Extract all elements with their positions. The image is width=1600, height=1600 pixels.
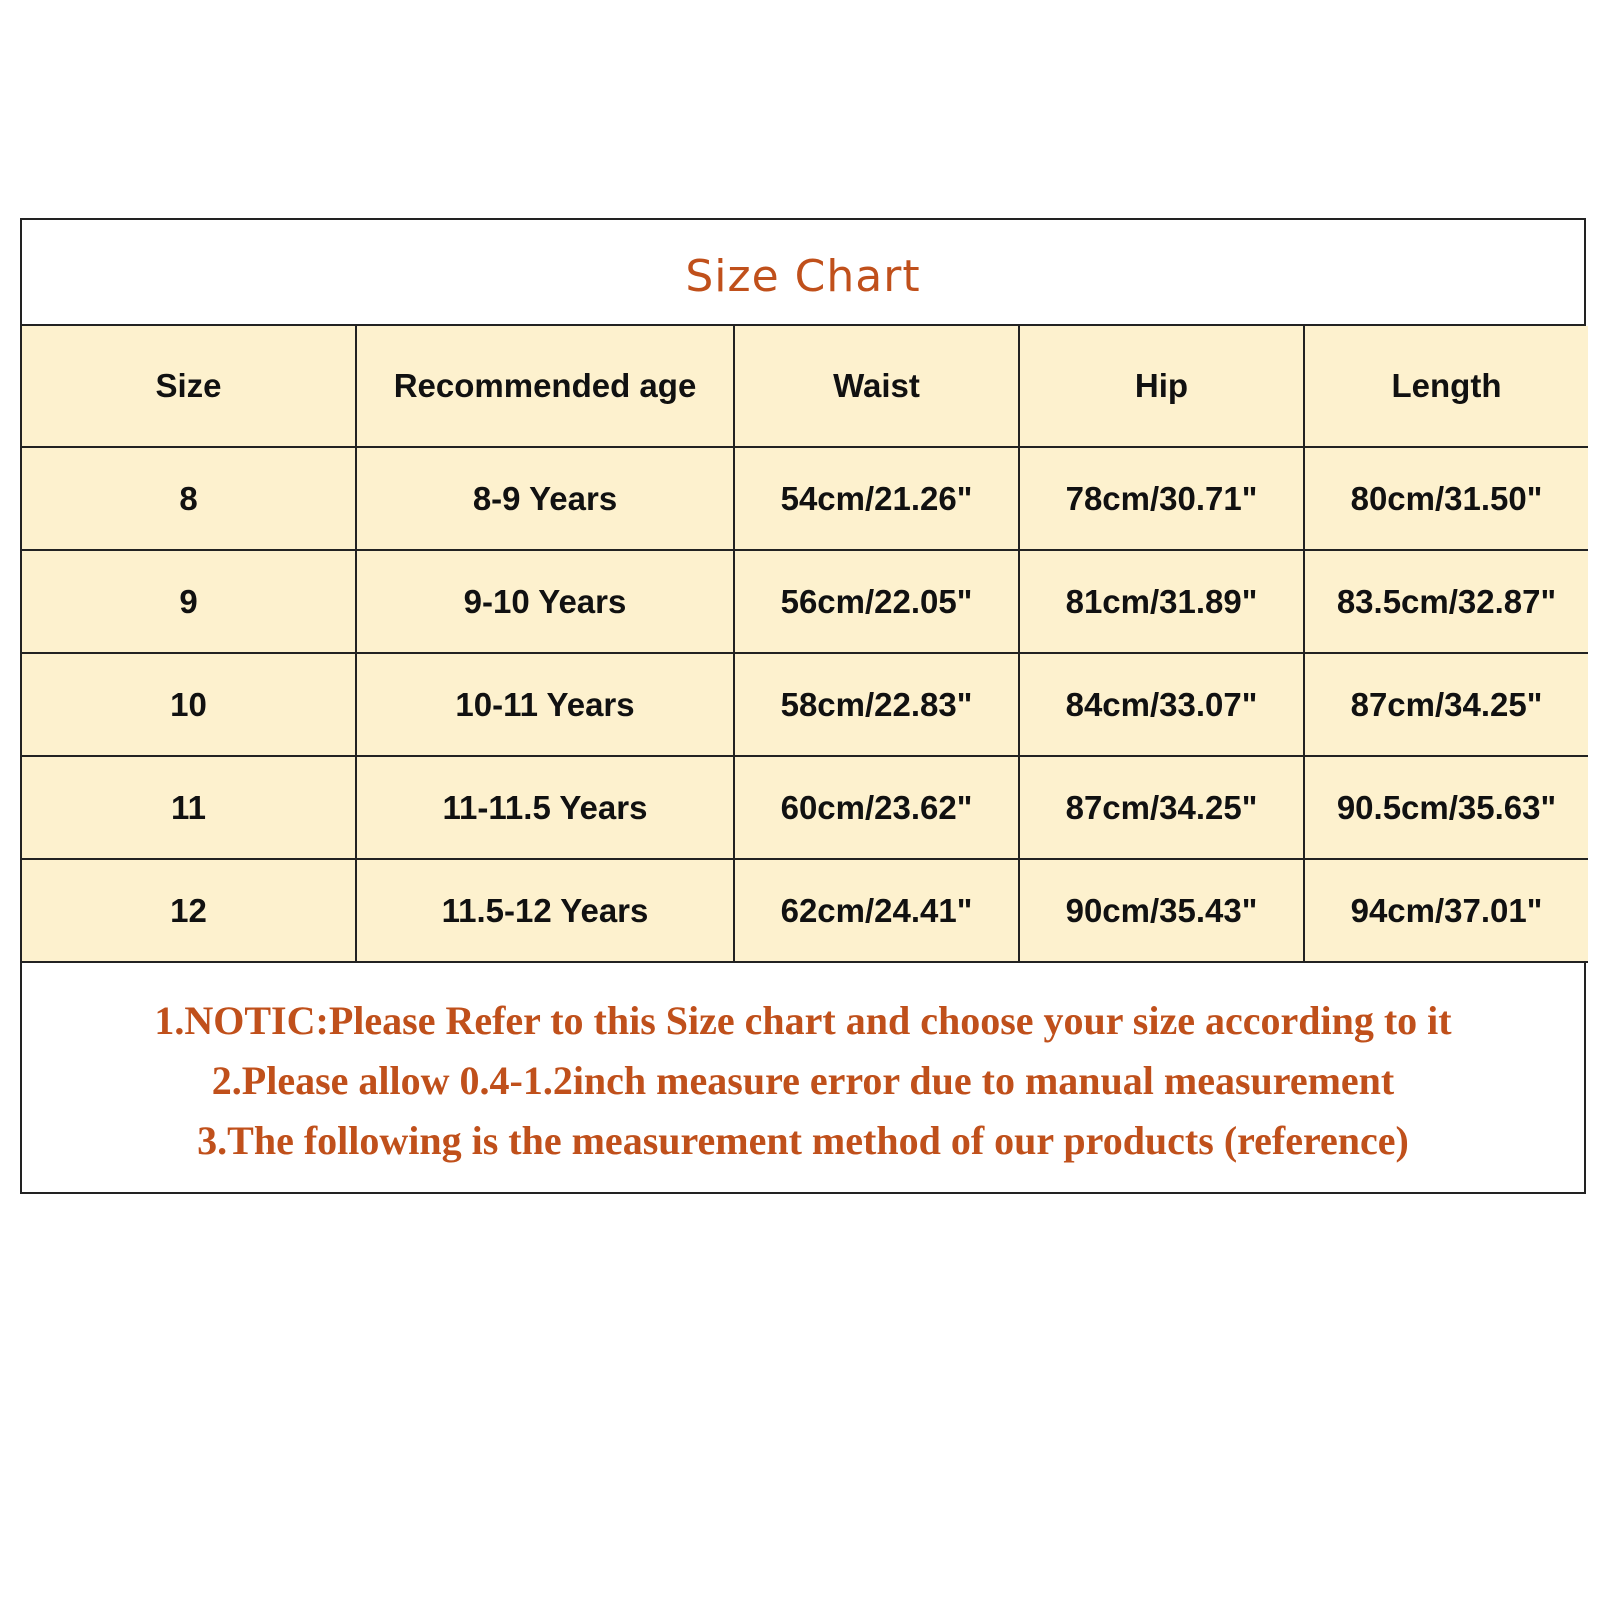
cell-hip: 81cm/31.89" — [1019, 550, 1304, 653]
header-length: Length — [1304, 326, 1588, 447]
cell-age: 11.5-12 Years — [356, 859, 734, 962]
cell-length: 94cm/37.01" — [1304, 859, 1588, 962]
cell-size: 8 — [22, 447, 356, 550]
cell-size: 9 — [22, 550, 356, 653]
table-row — [22, 653, 1588, 756]
table-row — [22, 447, 1588, 550]
cell-age: 11-11.5 Years — [356, 756, 734, 859]
cell-length: 87cm/34.25" — [1304, 653, 1588, 756]
cell-hip: 78cm/30.71" — [1019, 447, 1304, 550]
cell-waist: 54cm/21.26" — [734, 447, 1019, 550]
cell-waist: 56cm/22.05" — [734, 550, 1019, 653]
header-size: Size — [22, 326, 356, 447]
cell-size: 11 — [22, 756, 356, 859]
cell-waist: 60cm/23.62" — [734, 756, 1019, 859]
cell-age: 10-11 Years — [356, 653, 734, 756]
table-row — [22, 756, 1588, 859]
note-line: 1.NOTIC:Please Refer to this Size chart and choose your size according to it — [154, 998, 1452, 1043]
chart-title: Size Chart — [22, 220, 1584, 326]
cell-hip: 90cm/35.43" — [1019, 859, 1304, 962]
cell-size: 12 — [22, 859, 356, 962]
table-row — [22, 859, 1588, 962]
notes — [22, 963, 1584, 1171]
cell-length: 80cm/31.50" — [1304, 447, 1588, 550]
note-line: 2.Please allow 0.4-1.2inch measure error due to manual measurement — [211, 1058, 1395, 1103]
table-row — [22, 550, 1588, 653]
header-waist: Waist — [734, 326, 1019, 447]
cell-waist: 62cm/24.41" — [734, 859, 1019, 962]
cell-size: 10 — [22, 653, 356, 756]
cell-length: 90.5cm/35.63" — [1304, 756, 1588, 859]
size-table — [22, 326, 1588, 963]
cell-hip: 84cm/33.07" — [1019, 653, 1304, 756]
cell-age: 9-10 Years — [356, 550, 734, 653]
cell-length: 83.5cm/32.87" — [1304, 550, 1588, 653]
cell-age: 8-9 Years — [356, 447, 734, 550]
cell-hip: 87cm/34.25" — [1019, 756, 1304, 859]
header-recommended-age: Recommended age — [356, 326, 734, 447]
table-header-row — [22, 326, 1588, 447]
note-line: 3.The following is the measurement method of our products (reference) — [197, 1118, 1409, 1163]
header-hip: Hip — [1019, 326, 1304, 447]
size-chart — [20, 218, 1586, 1194]
cell-waist: 58cm/22.83" — [734, 653, 1019, 756]
